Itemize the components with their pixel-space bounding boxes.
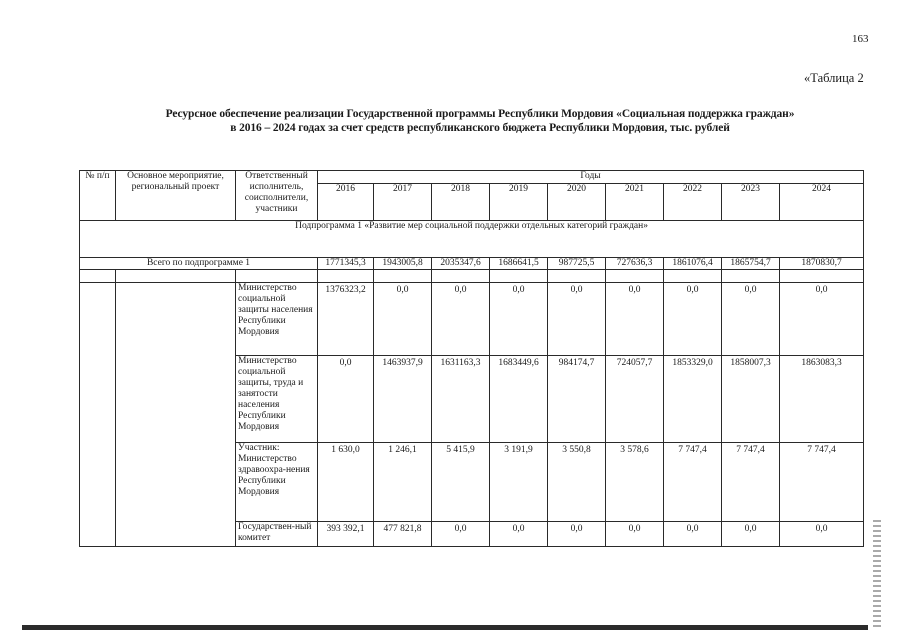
resource-table: [79, 170, 864, 547]
header-event: Основное мероприятие, региональный проект: [116, 171, 236, 221]
subprogram-title: Подпрограмма 1 «Развитие мер социальной поддержки отдельных категорий граждан»: [80, 221, 864, 258]
header-year: 2022: [664, 184, 722, 221]
empty-cell: [548, 270, 606, 283]
value-cell: 0,0: [780, 522, 864, 547]
value-cell: 0,0: [318, 356, 374, 443]
empty-cell: [374, 270, 432, 283]
value-cell: 0,0: [432, 283, 490, 356]
value-cell: 0,0: [548, 522, 606, 547]
row-num-cell: [80, 283, 116, 547]
empty-cell: [780, 270, 864, 283]
total-value: 2035347,6: [432, 258, 490, 270]
value-cell: 0,0: [722, 283, 780, 356]
value-cell: 477 821,8: [374, 522, 432, 547]
header-year: 2016: [318, 184, 374, 221]
table-title-line1: Ресурсное обеспечение реализации Государственной программы Республики Мордовия «Социальная поддержка граждан»: [165, 108, 795, 120]
scan-edge-artifact: [873, 520, 881, 630]
value-cell: 0,0: [432, 522, 490, 547]
responsible-cell: Министерство социальной защиты, труда и занятости населения Республики Мордовия: [236, 356, 318, 443]
value-cell: 0,0: [548, 283, 606, 356]
header-years: Годы: [318, 171, 864, 184]
value-cell: 3 550,8: [548, 443, 606, 522]
total-value: 1861076,4: [664, 258, 722, 270]
value-cell: 0,0: [490, 522, 548, 547]
value-cell: 724057,7: [606, 356, 664, 443]
scan-bottom-border: [22, 625, 868, 630]
value-cell: 984174,7: [548, 356, 606, 443]
header-year: 2018: [432, 184, 490, 221]
empty-cell: [116, 270, 236, 283]
empty-cell: [664, 270, 722, 283]
total-label: Всего по подпрограмме 1: [80, 258, 318, 270]
header-num: № п/п: [80, 171, 116, 221]
value-cell: 7 747,4: [722, 443, 780, 522]
header-year: 2023: [722, 184, 780, 221]
header-year: 2021: [606, 184, 664, 221]
value-cell: 1853329,0: [664, 356, 722, 443]
empty-cell: [80, 270, 116, 283]
value-cell: 0,0: [606, 283, 664, 356]
value-cell: 5 415,9: [432, 443, 490, 522]
value-cell: 0,0: [374, 283, 432, 356]
total-value: 1686641,5: [490, 258, 548, 270]
value-cell: 0,0: [606, 522, 664, 547]
value-cell: 1858007,3: [722, 356, 780, 443]
table-label: «Таблица 2: [804, 71, 864, 85]
total-value: 727636,3: [606, 258, 664, 270]
value-cell: 0,0: [780, 283, 864, 356]
value-cell: 1863083,3: [780, 356, 864, 443]
total-value: 1771345,3: [318, 258, 374, 270]
total-value: 1943005,8: [374, 258, 432, 270]
empty-cell: [722, 270, 780, 283]
header-year: 2017: [374, 184, 432, 221]
header-year: 2024: [780, 184, 864, 221]
value-cell: 0,0: [722, 522, 780, 547]
total-value: 1870830,7: [780, 258, 864, 270]
value-cell: 0,0: [664, 522, 722, 547]
empty-cell: [236, 270, 318, 283]
empty-cell: [606, 270, 664, 283]
empty-cell: [490, 270, 548, 283]
table-title-line2: в 2016 – 2024 годах за счет средств республиканского бюджета Республики Мордовия, тыс. рублей: [230, 122, 730, 134]
header-year: 2019: [490, 184, 548, 221]
header-year: 2020: [548, 184, 606, 221]
value-cell: 7 747,4: [664, 443, 722, 522]
value-cell: 7 747,4: [780, 443, 864, 522]
value-cell: 3 191,9: [490, 443, 548, 522]
empty-cell: [318, 270, 374, 283]
value-cell: 1 246,1: [374, 443, 432, 522]
value-cell: 0,0: [490, 283, 548, 356]
value-cell: 3 578,6: [606, 443, 664, 522]
total-value: 1865754,7: [722, 258, 780, 270]
value-cell: 1376323,2: [318, 283, 374, 356]
value-cell: 1463937,9: [374, 356, 432, 443]
value-cell: 1 630,0: [318, 443, 374, 522]
value-cell: 1683449,6: [490, 356, 548, 443]
page-number: 163: [852, 33, 869, 45]
value-cell: 1631163,3: [432, 356, 490, 443]
value-cell: 0,0: [664, 283, 722, 356]
event-cell: [116, 283, 236, 547]
header-responsible: Ответственный исполнитель, соисполнители, участники: [236, 171, 318, 221]
empty-cell: [432, 270, 490, 283]
total-value: 987725,5: [548, 258, 606, 270]
responsible-cell: Государствен-ный комитет: [236, 522, 318, 547]
value-cell: 393 392,1: [318, 522, 374, 547]
responsible-cell: Участник: Министерство здравоохра-нения Республики Мордовия: [236, 443, 318, 522]
responsible-cell: Министерство социальной защиты населения Республики Мордовия: [236, 283, 318, 356]
